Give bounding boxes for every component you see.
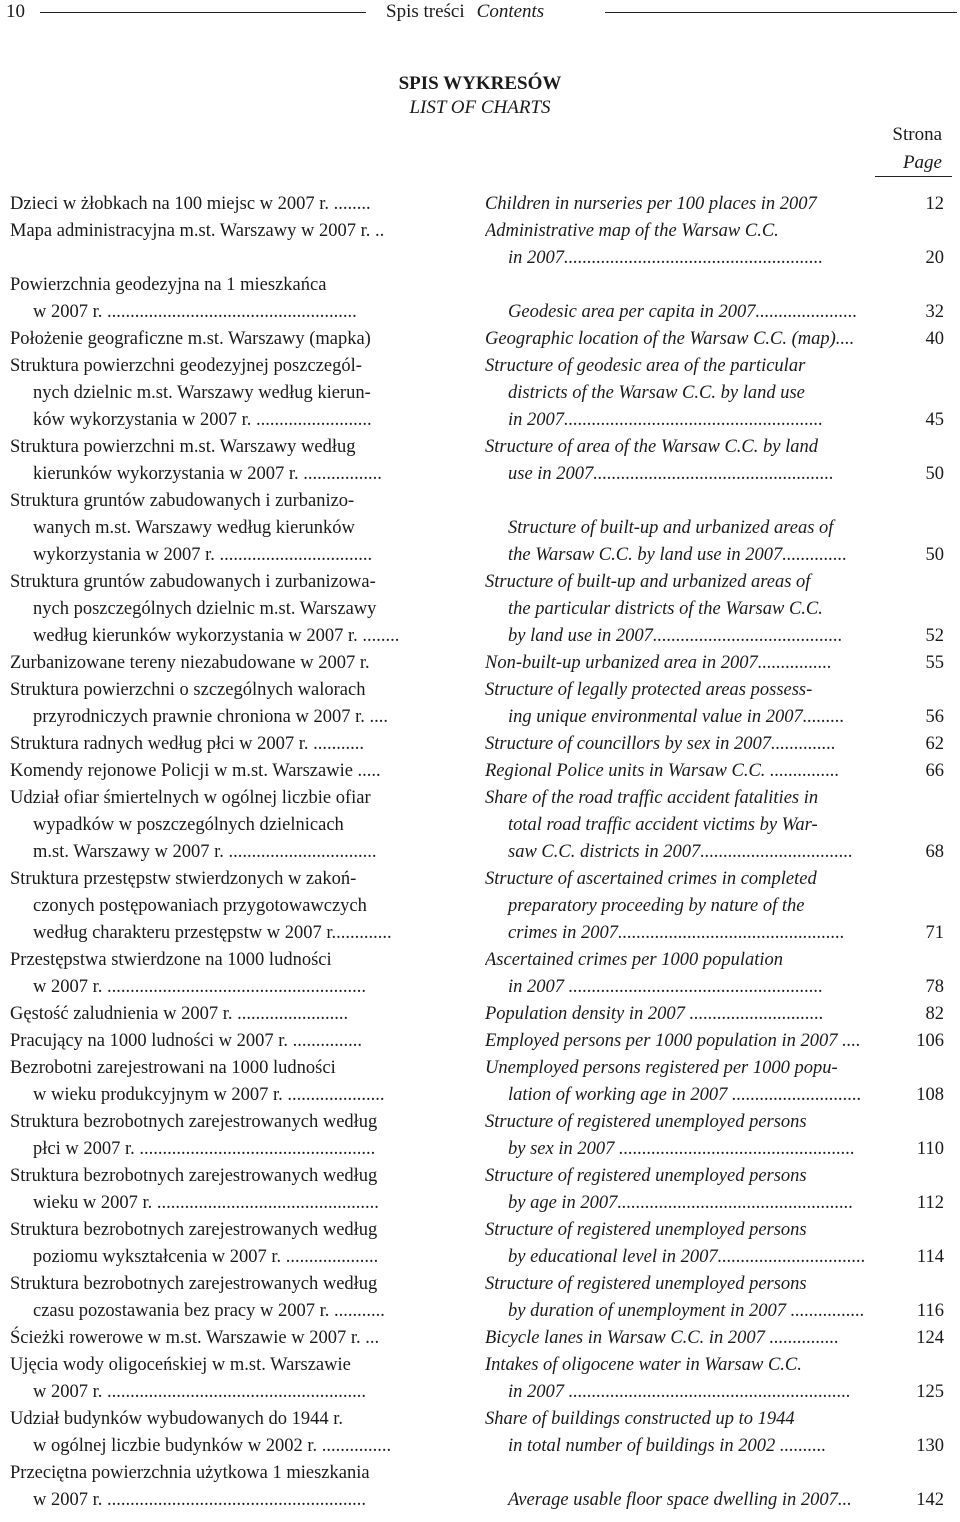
entry-title-en-line: saw C.C. districts in 2007................................. xyxy=(508,842,853,862)
entry-title-pl-line: Struktura bezrobotnych zarejestrowanych według xyxy=(10,1112,378,1132)
entry-title-pl-line: Struktura bezrobotnych zarejestrowanych według xyxy=(10,1274,378,1294)
entry-title-pl-line: wanych m.st. Warszawy według kierunków xyxy=(33,518,355,538)
entry-title-pl-line: czasu pozostawania bez pracy w 2007 r. ........... xyxy=(33,1301,385,1321)
entry-title-en-line: Share of the road traffic accident fatalities in xyxy=(485,788,819,808)
entry-title-en-line: districts of the Warsaw C.C. by land use xyxy=(508,383,805,403)
entry-title-pl xyxy=(10,434,435,488)
entry-page-number: 62 xyxy=(925,734,944,754)
entry-title-pl xyxy=(10,1055,435,1109)
entry-title-en xyxy=(485,326,880,353)
entry-title-en-line xyxy=(485,1460,880,1487)
header-rule-left xyxy=(40,12,366,13)
entry-title-pl-line: Mapa administracyjna m.st. Warszawy w 2007 r. .. xyxy=(10,221,385,241)
entry-title-en-line: by sex in 2007 ................................................... xyxy=(508,1139,855,1159)
entry-title-en-line: Intakes of oligocene water in Warsaw C.C. xyxy=(485,1355,802,1375)
toc-entry[interactable] xyxy=(0,677,960,731)
header-rule-right xyxy=(605,12,957,13)
entry-title-en-line: in 2007 ....................................................... xyxy=(508,977,824,997)
entry-title-pl xyxy=(10,1460,435,1514)
toc-entry[interactable] xyxy=(0,326,960,353)
entry-title-en xyxy=(485,488,880,569)
entry-title-pl-line: Struktura radnych według płci w 2007 r. ........... xyxy=(10,734,365,754)
entry-title-pl xyxy=(10,1109,435,1163)
entry-title-en-line: crimes in 2007................................................. xyxy=(508,923,845,943)
section-title-pl: SPIS WYKRESÓW xyxy=(398,73,562,94)
entry-page-number: 68 xyxy=(925,842,944,862)
entry-title-pl xyxy=(10,353,435,434)
entry-title-pl-line: Powierzchnia geodezyjna na 1 mieszkańca xyxy=(10,275,327,295)
entry-title-en xyxy=(485,569,880,650)
entry-title-en-line: preparatory proceeding by nature of the xyxy=(508,896,805,916)
entry-title-pl-line: według kierunków wykorzystania w 2007 r. ........ xyxy=(33,626,400,646)
entry-title-en-line: by land use in 2007......................................... xyxy=(508,626,843,646)
entry-title-en-line: Structure of legally protected areas possess- xyxy=(485,680,813,700)
entry-title-en xyxy=(485,1163,880,1217)
entry-page-number: 45 xyxy=(925,410,944,430)
entry-title-en xyxy=(485,731,880,758)
entry-title-pl-line: według charakteru przestępstw w 2007 r............. xyxy=(33,923,392,943)
entry-title-en-line: the Warsaw C.C. by land use in 2007.............. xyxy=(508,545,848,565)
toc-entry[interactable] xyxy=(0,1217,960,1271)
entry-title-en xyxy=(485,434,880,488)
entry-title-en-line: Unemployed persons registered per 1000 popu- xyxy=(485,1058,838,1078)
entry-title-en-line: in total number of buildings in 2002 .......... xyxy=(508,1436,827,1456)
entry-title-en-line: lation of working age in 2007 ............................ xyxy=(508,1085,862,1105)
entry-title-en-line: Employed persons per 1000 population in 2007 .... xyxy=(485,1031,861,1051)
entry-page-number: 125 xyxy=(916,1382,944,1402)
entry-title-pl-line: Struktura przestępstw stwierdzonych w zakoń- xyxy=(10,869,357,889)
entry-page-number: 55 xyxy=(925,653,944,673)
entry-page-number: 78 xyxy=(925,977,944,997)
entry-title-en-line: total road traffic accident victims by War- xyxy=(508,815,818,835)
entry-title-pl-line: w 2007 r. ........................................................ xyxy=(33,1382,366,1402)
entry-title-en xyxy=(485,785,880,866)
toc-entry[interactable] xyxy=(0,434,960,488)
entry-title-pl xyxy=(10,947,435,1001)
entry-title-en-line: Children in nurseries per 100 places in 2007 xyxy=(485,194,817,214)
header-title-en: Contents xyxy=(476,1,545,22)
toc-entry[interactable] xyxy=(0,1460,960,1514)
entry-title-pl-line: Struktura powierzchni geodezyjnej poszczegól- xyxy=(10,356,362,376)
entry-title-pl xyxy=(10,1163,435,1217)
entry-title-en xyxy=(485,191,880,218)
toc-entry[interactable] xyxy=(0,731,960,758)
toc-entry[interactable] xyxy=(0,1055,960,1109)
toc-entry[interactable] xyxy=(0,1109,960,1163)
entry-title-en-line: the particular districts of the Warsaw C.C. xyxy=(508,599,823,619)
entry-title-pl-line: Gęstość zaludnienia w 2007 r. ........................ xyxy=(10,1004,349,1024)
entry-title-pl-line: Ścieżki rowerowe w m.st. Warszawie w 2007 r. ... xyxy=(10,1328,380,1348)
entry-title-en-line: Administrative map of the Warsaw C.C. xyxy=(485,221,779,241)
entry-title-pl-line: kierunków wykorzystania w 2007 r. ................. xyxy=(33,464,382,484)
toc-entry[interactable] xyxy=(0,1001,960,1028)
entry-title-pl-line: wykorzystania w 2007 r. ................................. xyxy=(33,545,373,565)
entry-title-pl-line: Udział budynków wybudowanych do 1944 r. xyxy=(10,1409,343,1429)
entry-title-en-line: in 2007........................................................ xyxy=(508,410,824,430)
entry-title-pl-line: Komendy rejonowe Policji w m.st. Warszawie ..... xyxy=(10,761,381,781)
entry-title-en xyxy=(485,1055,880,1109)
page-column-label-en: Page xyxy=(875,150,952,177)
entry-page-number: 112 xyxy=(916,1193,944,1213)
entry-title-en-line xyxy=(485,272,880,299)
entry-title-en xyxy=(485,1460,880,1514)
entry-title-pl xyxy=(10,758,435,785)
entry-title-pl-line: Struktura gruntów zabudowanych i zurbanizo- xyxy=(10,491,355,511)
header-title xyxy=(386,0,544,24)
entry-title-pl-line: m.st. Warszawy w 2007 r. ................................ xyxy=(33,842,377,862)
entry-title-en-line: Average usable floor space dwelling in 2007... xyxy=(508,1490,852,1510)
entry-title-pl-line: ków wykorzystania w 2007 r. ......................... xyxy=(33,410,372,430)
entry-title-en-line: Structure of registered unemployed persons xyxy=(485,1112,807,1132)
entry-page-number: 142 xyxy=(916,1490,944,1510)
entry-title-pl-line: Struktura bezrobotnych zarejestrowanych według xyxy=(10,1166,378,1186)
entry-title-en xyxy=(485,218,880,272)
entry-title-pl xyxy=(10,488,435,569)
toc-entry[interactable] xyxy=(0,1163,960,1217)
toc-entry[interactable] xyxy=(0,488,960,569)
entry-title-en-line: Regional Police units in Warsaw C.C. ............... xyxy=(485,761,840,781)
toc-entry[interactable] xyxy=(0,272,960,326)
entry-title-pl xyxy=(10,1325,435,1352)
entry-title-en-line: by educational level in 2007................................ xyxy=(508,1247,866,1267)
toc-entry[interactable] xyxy=(0,1406,960,1460)
entry-title-en-line: Population density in 2007 ............................. xyxy=(485,1004,824,1024)
entry-title-pl-line: Położenie geograficzne m.st. Warszawy (mapka) xyxy=(10,329,371,349)
entry-title-pl-line: Pracujący na 1000 ludności w 2007 r. ............... xyxy=(10,1031,362,1051)
entry-title-en-line: Ascertained crimes per 1000 population xyxy=(485,950,784,970)
entry-title-en-line: Non-built-up urbanized area in 2007................ xyxy=(485,653,832,673)
entry-title-pl-line: Udział ofiar śmiertelnych w ogólnej liczbie ofiar xyxy=(10,788,371,808)
entry-title-pl xyxy=(10,1352,435,1406)
entry-title-pl-line: Struktura powierzchni o szczególnych walorach xyxy=(10,680,366,700)
entry-page-number: 52 xyxy=(925,626,944,646)
entry-page-number: 66 xyxy=(925,761,944,781)
page-number: 10 xyxy=(6,1,25,22)
entry-title-en-line: Share of buildings constructed up to 1944 xyxy=(485,1409,795,1429)
entry-title-pl-line: w 2007 r. ...................................................... xyxy=(33,302,357,322)
entry-page-number: 40 xyxy=(925,329,944,349)
entry-title-pl-line: w wieku produkcyjnym w 2007 r. ..................... xyxy=(33,1085,385,1105)
entry-page-number: 124 xyxy=(916,1328,944,1348)
toc-entry[interactable] xyxy=(0,1352,960,1406)
entry-title-en-line: in 2007........................................................ xyxy=(508,248,824,268)
entry-title-pl-line: Ujęcia wody oligoceńskiej w m.st. Warszawie xyxy=(10,1355,351,1375)
entry-title-pl xyxy=(10,218,435,245)
entry-title-en-line: Geodesic area per capita in 2007...................... xyxy=(508,302,858,322)
entry-title-pl-line: poziomu wykształcenia w 2007 r. .................... xyxy=(33,1247,379,1267)
entry-page-number: 82 xyxy=(925,1004,944,1024)
entry-title-pl xyxy=(10,677,435,731)
toc-entry[interactable] xyxy=(0,785,960,866)
entry-title-pl xyxy=(10,326,435,353)
entry-title-pl-line: Bezrobotni zarejestrowani na 1000 ludności xyxy=(10,1058,336,1078)
entry-title-en xyxy=(485,758,880,785)
entry-title-en-line: Structure of registered unemployed persons xyxy=(485,1274,807,1294)
entry-page-number: 108 xyxy=(916,1085,944,1105)
entry-title-pl-line: Dzieci w żłobkach na 100 miejsc w 2007 r. ........ xyxy=(10,194,371,214)
section-title-en: LIST OF CHARTS xyxy=(409,97,551,118)
entry-title-pl-line: Zurbanizowane tereny niezabudowane w 2007 r. xyxy=(10,653,370,673)
entry-page-number: 110 xyxy=(916,1139,944,1159)
entry-title-en-line: Structure of registered unemployed persons xyxy=(485,1220,807,1240)
entry-page-number: 114 xyxy=(916,1247,944,1267)
entry-title-en-line: Bicycle lanes in Warsaw C.C. in 2007 ............... xyxy=(485,1328,839,1348)
entry-title-en xyxy=(485,1028,880,1055)
toc-entry[interactable] xyxy=(0,218,960,272)
toc-entry[interactable] xyxy=(0,1325,960,1352)
entry-title-pl-line: w 2007 r. ........................................................ xyxy=(33,977,366,997)
entry-title-pl-line: wieku w 2007 r. ................................................ xyxy=(33,1193,379,1213)
entry-title-pl-line: Struktura gruntów zabudowanych i zurbanizowa- xyxy=(10,572,376,592)
entry-title-en-line: Geographic location of the Warsaw C.C. (map).... xyxy=(485,329,855,349)
entry-title-pl xyxy=(10,569,435,650)
toc-entry[interactable] xyxy=(0,758,960,785)
toc-entry[interactable] xyxy=(0,1028,960,1055)
entry-title-pl xyxy=(10,866,435,947)
entry-title-pl xyxy=(10,1001,435,1028)
entry-title-pl xyxy=(10,272,435,326)
entry-title-en-line: use in 2007.................................................... xyxy=(508,464,834,484)
toc-entry[interactable] xyxy=(0,866,960,947)
entry-title-en xyxy=(485,1271,880,1325)
entry-title-en xyxy=(485,1352,880,1406)
entry-title-en xyxy=(485,650,880,677)
entry-title-pl xyxy=(10,731,435,758)
entry-title-pl-line: wypadków w poszczególnych dzielnicach xyxy=(33,815,344,835)
entry-title-en-line: in 2007 ............................................................. xyxy=(508,1382,851,1402)
entry-title-en-line: Structure of area of the Warsaw C.C. by land xyxy=(485,437,818,457)
entry-title-en-line: by age in 2007................................................... xyxy=(508,1193,854,1213)
entry-page-number: 32 xyxy=(925,302,944,322)
entry-title-en xyxy=(485,677,880,731)
entry-title-en-line: ing unique environmental value in 2007......... xyxy=(508,707,845,727)
toc-entry[interactable] xyxy=(0,947,960,1001)
entry-page-number: 50 xyxy=(925,545,944,565)
entry-title-pl xyxy=(10,785,435,866)
entry-title-pl-line: Struktura powierzchni m.st. Warszawy według xyxy=(10,437,356,457)
entry-title-pl xyxy=(10,191,435,218)
entry-title-pl-line: przyrodniczych prawnie chroniona w 2007 r. .... xyxy=(33,707,388,727)
toc-entry[interactable] xyxy=(0,650,960,677)
entry-title-en-line: Structure of ascertained crimes in completed xyxy=(485,869,817,889)
entry-title-pl-line: w ogólnej liczbie budynków w 2002 r. ............... xyxy=(33,1436,392,1456)
entry-title-pl-line: Przeciętna powierzchnia użytkowa 1 mieszkania xyxy=(10,1463,370,1483)
entry-page-number: 12 xyxy=(925,194,944,214)
toc-entry[interactable] xyxy=(0,353,960,434)
entry-title-pl-line: nych poszczególnych dzielnic m.st. Warszawy xyxy=(33,599,377,619)
entry-page-number: 116 xyxy=(916,1301,944,1321)
entry-title-en xyxy=(485,1109,880,1163)
entry-title-pl xyxy=(10,1028,435,1055)
entry-title-en xyxy=(485,353,880,434)
entry-title-en-line: Structure of built-up and urbanized areas of xyxy=(508,518,834,538)
toc-entry[interactable] xyxy=(0,1271,960,1325)
running-header xyxy=(0,0,960,24)
entry-title-en-line: Structure of councillors by sex in 2007.............. xyxy=(485,734,836,754)
entry-title-pl-line: Struktura bezrobotnych zarejestrowanych według xyxy=(10,1220,378,1240)
entry-title-en-line: Structure of geodesic area of the particular xyxy=(485,356,806,376)
header-title-pl: Spis treści xyxy=(386,1,465,22)
entry-title-pl xyxy=(10,1406,435,1460)
entry-title-pl-line: płci w 2007 r. ................................................... xyxy=(33,1139,376,1159)
entry-title-pl xyxy=(10,1217,435,1271)
entry-title-pl-line: Przestępstwa stwierdzone na 1000 ludności xyxy=(10,950,332,970)
entry-title-en-line: Structure of registered unemployed persons xyxy=(485,1166,807,1186)
entry-title-pl-line: w 2007 r. ........................................................ xyxy=(33,1490,366,1510)
entry-title-en xyxy=(485,1217,880,1271)
entry-title-en xyxy=(485,1001,880,1028)
entry-title-en xyxy=(485,947,880,1001)
entry-page-number: 50 xyxy=(925,464,944,484)
entry-title-en-line: by duration of unemployment in 2007 ................ xyxy=(508,1301,865,1321)
entry-title-en-line: Structure of built-up and urbanized areas of xyxy=(485,572,811,592)
entry-title-en xyxy=(485,1406,880,1460)
toc-entry[interactable] xyxy=(0,191,960,218)
entry-title-en xyxy=(485,866,880,947)
entry-page-number: 71 xyxy=(925,923,944,943)
entry-page-number: 130 xyxy=(916,1436,944,1456)
entry-title-pl-line: nych dzielnic m.st. Warszawy według kierun- xyxy=(33,383,371,403)
entry-title-pl xyxy=(10,1271,435,1325)
entry-title-pl-line: czonych postępowaniach przygotowawczych xyxy=(33,896,367,916)
chart-list xyxy=(0,191,960,1514)
page-column-label-pl: Strona xyxy=(892,124,942,145)
entry-title-en xyxy=(485,272,880,326)
entry-title-en xyxy=(485,1325,880,1352)
entry-page-number: 56 xyxy=(925,707,944,727)
entry-page-number: 20 xyxy=(925,248,944,268)
entry-title-pl xyxy=(10,650,435,677)
entry-title-en-line xyxy=(485,488,880,515)
entry-page-number: 106 xyxy=(916,1031,944,1051)
toc-entry[interactable] xyxy=(0,569,960,650)
